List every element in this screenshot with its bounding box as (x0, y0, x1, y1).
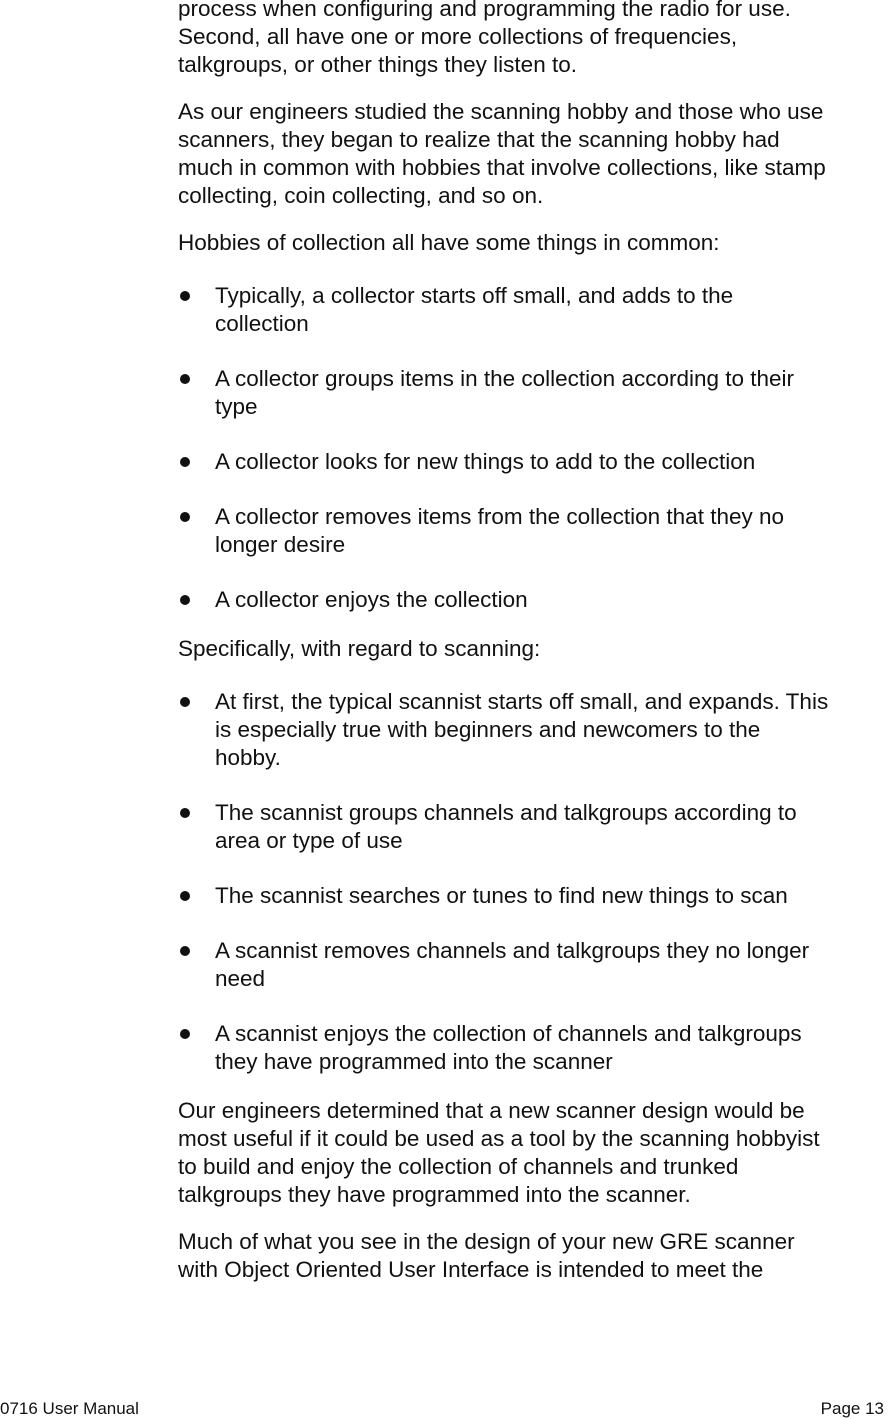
text-line: talkgroups they have programmed into the scanner. (178, 1182, 691, 1207)
bullet-dot-icon (180, 946, 190, 956)
list-item (178, 1020, 896, 1076)
bullet-dot-icon (180, 808, 190, 818)
manual-page-body (178, 0, 896, 1303)
list-item (178, 799, 896, 855)
collector-bullet-list (178, 282, 896, 614)
list-item (178, 688, 896, 772)
text-line: As our engineers studied the scanning hobby and those who use (178, 99, 824, 124)
text-line: The scannist groups channels and talkgroups according to (215, 800, 797, 825)
text-line: A collector removes items from the collection that they no (215, 504, 785, 529)
text-line: Second, all have one or more collections of frequencies, (178, 24, 738, 49)
list-item (178, 586, 896, 614)
paragraph-gre-scanner (178, 1228, 896, 1284)
text-line: Typically, a collector starts off small, and adds to the (215, 283, 734, 308)
footer-page-number: Page 13 (820, 1399, 884, 1418)
text-line: type (215, 394, 258, 419)
text-line: hobby. (215, 745, 281, 770)
text-line: with Object Oriented User Interface is intended to meet the (178, 1257, 764, 1282)
bullet-dot-icon (180, 697, 190, 707)
footer-manual-title: 0716 User Manual (0, 1399, 139, 1418)
text-line: At first, the typical scannist starts off small, and expands. This (215, 689, 829, 714)
bullet-dot-icon (180, 457, 190, 467)
list-item (178, 282, 896, 338)
bullet-dot-icon (180, 595, 190, 605)
bullet-dot-icon (180, 291, 190, 301)
bullet-dot-icon (180, 1029, 190, 1039)
text-line: Hobbies of collection all have some things in common: (178, 230, 720, 255)
text-line: is especially true with beginners and newcomers to the (215, 717, 761, 742)
list-item (178, 937, 896, 993)
text-line: process when configuring and programming the radio for use. (178, 0, 791, 21)
text-line: Much of what you see in the design of your new GRE scanner (178, 1229, 795, 1254)
text-line: most useful if it could be used as a tool by the scanning hobbyist (178, 1126, 820, 1151)
text-line: A collector enjoys the collection (215, 587, 528, 612)
list-item (178, 503, 896, 559)
paragraph-engineers-study (178, 98, 896, 210)
bullet-dot-icon (180, 512, 190, 522)
text-line: to build and enjoy the collection of channels and trunked (178, 1154, 739, 1179)
text-line: longer desire (215, 532, 346, 557)
scannist-bullet-list (178, 688, 896, 1076)
text-line: The scannist searches or tunes to find new things to scan (215, 883, 788, 908)
text-line: collecting, coin collecting, and so on. (178, 183, 544, 208)
text-line: Specifically, with regard to scanning: (178, 636, 541, 661)
text-line: talkgroups, or other things they listen to. (178, 52, 577, 77)
text-line: much in common with hobbies that involve collections, like stamp (178, 155, 826, 180)
text-line: A scannist removes channels and talkgroups they no longer (215, 938, 810, 963)
bullet-dot-icon (180, 891, 190, 901)
paragraph-scanning-specifics (178, 635, 896, 663)
list-item (178, 365, 896, 421)
text-line: collection (215, 311, 309, 336)
list-item (178, 882, 896, 910)
text-line: area or type of use (215, 828, 403, 853)
list-item (178, 448, 896, 476)
bullet-dot-icon (180, 374, 190, 384)
paragraph-intro (178, 0, 896, 79)
text-line: A collector looks for new things to add to the collection (215, 449, 756, 474)
paragraph-design-conclusion (178, 1097, 896, 1209)
text-line: need (215, 966, 266, 991)
text-line: Our engineers determined that a new scanner design would be (178, 1098, 805, 1123)
text-line: A scannist enjoys the collection of channels and talkgroups (215, 1021, 802, 1046)
text-line: they have programmed into the scanner (215, 1049, 613, 1074)
paragraph-hobbies-common (178, 229, 896, 257)
text-line: A collector groups items in the collection according to their (215, 366, 795, 391)
text-line: scanners, they began to realize that the scanning hobby had (178, 127, 780, 152)
